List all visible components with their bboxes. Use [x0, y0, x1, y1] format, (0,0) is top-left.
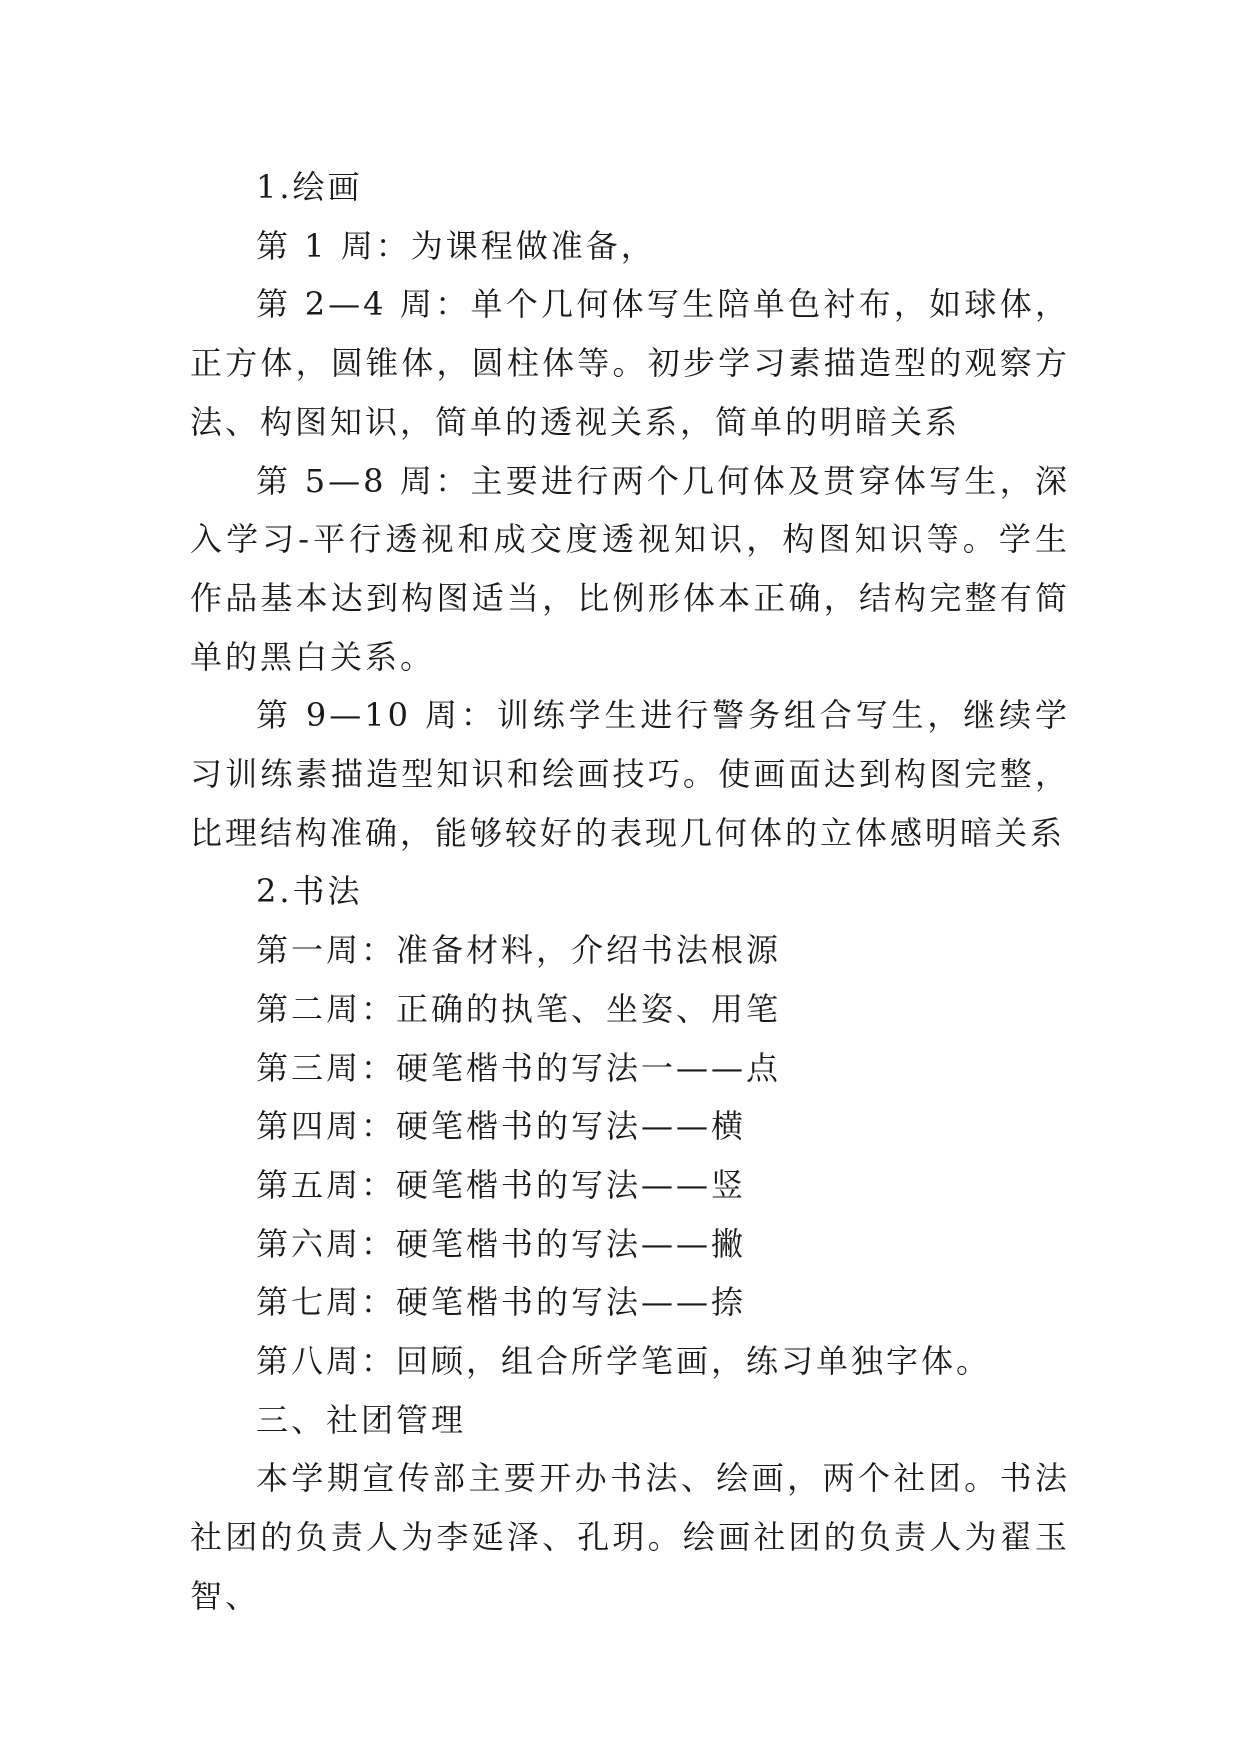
schedule-item: 第 5—8 周：主要进行两个几何体及贯穿体写生，深入学习-平行透视和成交度透视知识，构图知识等。学生作品基本达到构图适当，比例形体本正确，结构完整有简单的黑白关系。	[190, 461, 1070, 676]
schedule-item: 第五周：硬笔楷书的写法——竖	[256, 1165, 747, 1204]
body-paragraph: 本学期宣传部主要开办书法、绘画，两个社团。书法社团的负责人为李延泽、孔玥。绘画社团的负责人为翟玉智、	[190, 1459, 1070, 1615]
schedule-item: 第六周：硬笔楷书的写法——撇	[256, 1224, 747, 1263]
schedule-item: 第四周：硬笔楷书的写法——横	[256, 1107, 747, 1146]
schedule-item: 第八周：回顾，组合所学笔画，练习单独字体。	[256, 1342, 992, 1381]
schedule-item: 第三周：硬笔楷书的写法一——点	[256, 1048, 782, 1087]
section-heading-painting: 1.绘画	[256, 168, 363, 206]
schedule-item: 第七周：硬笔楷书的写法——捺	[256, 1283, 747, 1322]
document-body	[190, 158, 1070, 1626]
section-heading-calligraphy: 2.书法	[256, 872, 363, 911]
schedule-item: 第 9—10 周：训练学生进行警务组合写生，继续学习训练素描造型知识和绘画技巧。使画面达到构图完整，比理结构准确，能够较好的表现几何体的立体感明暗关系	[190, 696, 1070, 852]
schedule-item: 第一周：准备材料，介绍书法根源	[256, 931, 782, 970]
schedule-item: 第 1 周：为课程做准备，	[256, 226, 656, 265]
schedule-item: 第 2—4 周：单个几何体写生陪单色衬布，如球体，正方体，圆锥体，圆柱体等。初步学习素描造型的观察方法、构图知识，简单的透视关系，简单的明暗关系	[190, 285, 1070, 441]
section-heading-club-management: 三、社团管理	[256, 1400, 467, 1439]
schedule-item: 第二周：正确的执笔、坐姿、用笔	[256, 989, 782, 1028]
